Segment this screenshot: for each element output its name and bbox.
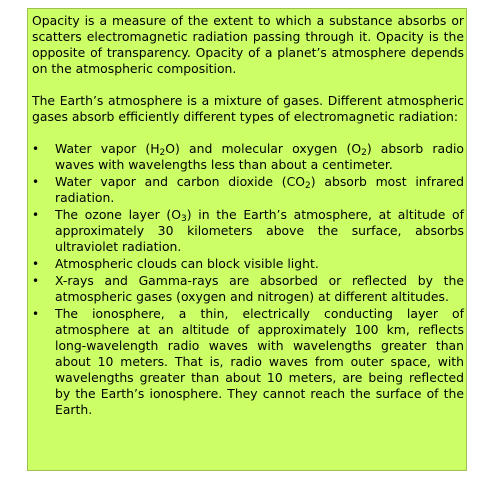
list-item-water-oxygen: • Water vapor $(H_2O)$ and molecular oxygen $(O_2)$ absorb radio waves with wavelengths less than about a centimeter. xyxy=(32,141,464,172)
absorption-list xyxy=(32,141,464,418)
list-item-ozone: • The ozone layer $(O_3)$ in the Earth’s atmosphere, at altitude of approximately 30 kilometers above the surface, absorbs ultraviolet radiation. xyxy=(32,207,464,254)
list-item-xrays-gamma: • X-rays and Gamma-rays are absorbed or reflected by the atmospheric gases (oxygen and nitrogen) at different altitudes. xyxy=(32,273,464,304)
bullet-icon: • xyxy=(32,307,40,321)
bullet-icon: • xyxy=(32,257,40,271)
list-item-ionosphere: • The ionosphere, a thin, electrically conducting layer of atmosphere at an altitude of approximately 100 km, reflects long-wavelength radio waves with wavelengths greater than about 10 meters. That is, radio waves from outer space, with wavelengths greater than about 10 meters, are being reflected by the Earth’s ionosphere. They cannot reach the surface of the Earth. xyxy=(32,306,464,417)
bullet-icon: • xyxy=(32,208,40,222)
opacity-info-panel xyxy=(27,8,467,471)
list-item-water-co2: • Water vapor and carbon dioxide $(CO_2)$ absorb most infrared radiation. xyxy=(32,174,464,205)
bullet-icon: • xyxy=(32,142,40,156)
intro-paragraph: Opacity is a measure of the extent to which a substance absorbs or scatters electromagnetic radiation passing through it. Opacity is the opposite of transparency. Opacity of a planet’s atmosphere depends on the atmospheric composition. xyxy=(32,13,464,76)
bullet-icon: • xyxy=(32,175,40,189)
bullet-icon: • xyxy=(32,274,40,288)
list-item-clouds: • Atmospheric clouds can block visible light. xyxy=(32,256,319,271)
atmosphere-mixture-paragraph: The Earth’s atmosphere is a mixture of gases. Different atmospheric gases absorb efficiently different types of electromagnetic radiation: xyxy=(32,93,464,124)
